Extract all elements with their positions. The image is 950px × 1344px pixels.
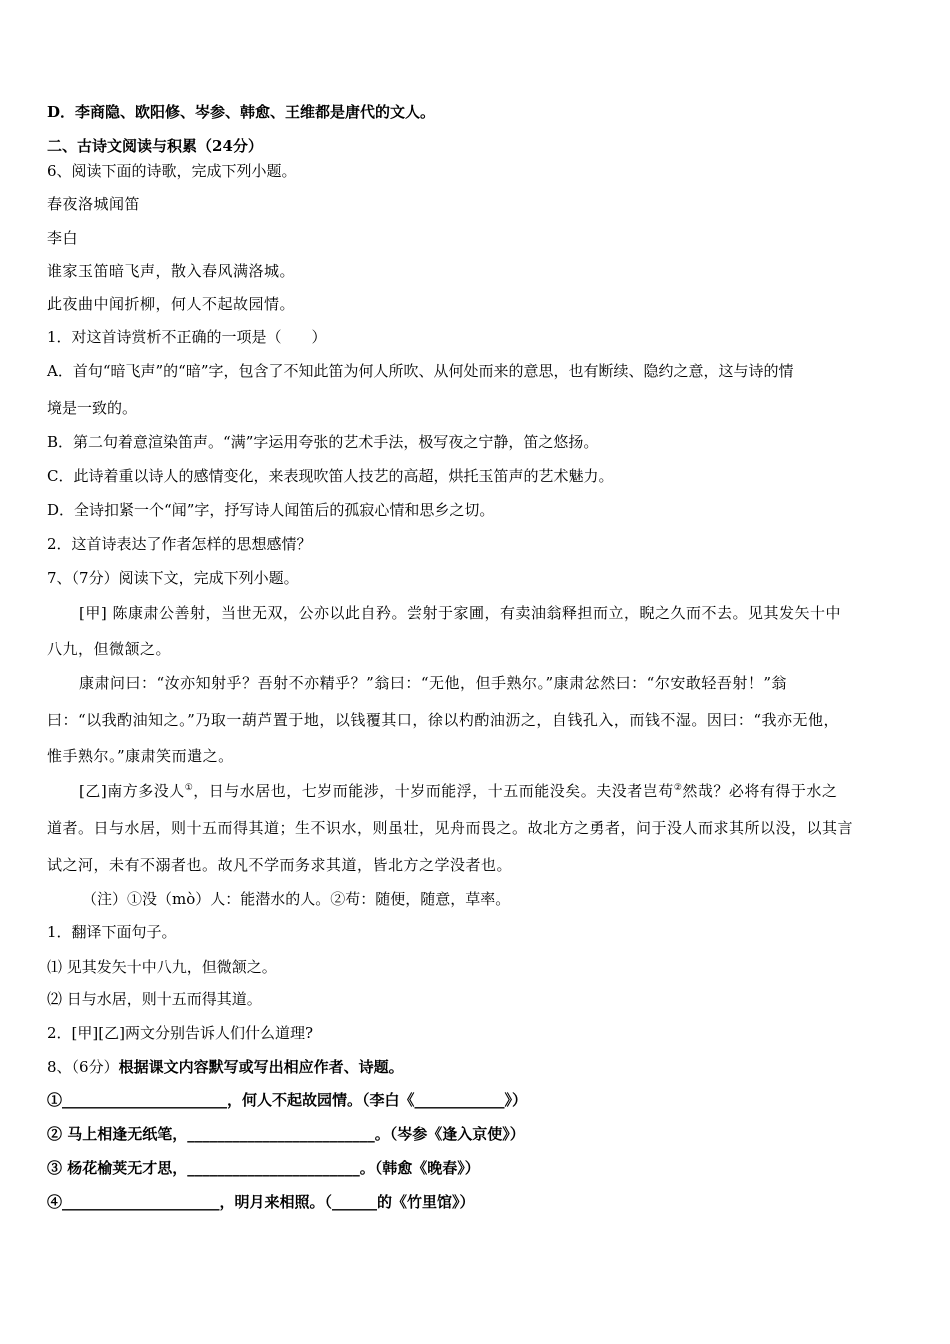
option-d-previous-question: D．李商隐、欧阳修、岑参、韩愈、王维都是唐代的文人。 bbox=[47, 103, 436, 121]
option-b: B．第二句着意渲染笛声。“满”字运用夸张的艺术手法，极写夜之宁静，笛之悠扬。 bbox=[47, 433, 599, 451]
footnote-marker-2: ② bbox=[673, 783, 683, 793]
passage-yi-line-2: 道者。日与水居，则十五而得其道；生不识水，则虽壮，见舟而畏之。故北方之勇者，问于没人而求其所以没，以其言 bbox=[47, 819, 854, 837]
passage-yi-text-1: [乙]南方多没人 bbox=[79, 782, 185, 800]
option-d: D．全诗扣紧一个“闻”字，抒写诗人闻笛后的孤寂心情和思乡之切。 bbox=[47, 501, 495, 519]
question-8-number: 8、（6分） bbox=[47, 1058, 119, 1076]
passage-yi-paragraph-1 bbox=[79, 782, 837, 800]
footnote-marker-1: ① bbox=[184, 783, 194, 793]
fill-blank-3: ③ 杨花榆荚无才思，_______________________。（韩愈《晚春》） bbox=[47, 1159, 480, 1177]
fill-blank-2: ② 马上相逢无纸笔，_________________________。（岑参《逢入京使》） bbox=[47, 1125, 525, 1143]
section-heading-ancient-poetry: 二、古诗文阅读与积累（24分） bbox=[47, 137, 263, 155]
subquestion-2: 2．这首诗表达了作者怎样的思想感情？ bbox=[47, 535, 312, 553]
option-c: C．此诗着重以诗人的感情变化，来表现吹笛人技艺的高超，烘托玉笛声的艺术魅力。 bbox=[47, 467, 614, 485]
passage-yi-line-3: 试之河，未有不溺者也。故凡不学而务求其道，皆北方之学没者也。 bbox=[47, 856, 513, 874]
poem-line-2: 此夜曲中闻折柳，何人不起故园情。 bbox=[47, 295, 296, 313]
question-6-stem: 6、阅读下面的诗歌，完成下列小题。 bbox=[47, 162, 297, 180]
passage-jia-paragraph-1-continued: 八九，但微颔之。 bbox=[47, 640, 172, 658]
poem-title: 春夜洛城闻笛 bbox=[47, 195, 141, 213]
passage-jia-paragraph-2-line-3: 惟手熟尔。”康肃笑而遣之。 bbox=[47, 747, 234, 765]
question-7-stem: 7、（7分）阅读下文，完成下列小题。 bbox=[47, 569, 299, 587]
question-8-instruction: 根据课文内容默写或写出相应作者、诗题。 bbox=[118, 1058, 404, 1076]
subquestion-1: 1．对这首诗赏析不正确的一项是（ ） bbox=[47, 328, 327, 346]
poem-author: 李白 bbox=[47, 229, 79, 247]
poem-line-1: 谁家玉笛暗飞声，散入春风满洛城。 bbox=[47, 262, 296, 280]
option-a: A．首句“暗飞声”的“暗”字，包含了不知此笛为何人所吹、从何处而来的意思，也有断续、隐约之意，这与诗的情 bbox=[47, 362, 794, 380]
passage-jia-paragraph-2: 康肃问曰：“汝亦知射乎？吾射不亦精乎？”翁曰：“无他，但手熟尔。”康肃忿然曰：“尔安敢轻吾射！”翁 bbox=[79, 674, 788, 692]
question-7-sub-2: 2．[甲][乙]两文分别告诉人们什么道理? bbox=[47, 1024, 313, 1042]
passage-yi-text-2: ，日与水居也，七岁而能涉，十岁而能浮，十五而能没矣。夫没者岂苟 bbox=[193, 782, 674, 800]
translate-sentence-1: ⑴ 见其发矢十中八九，但微颔之。 bbox=[47, 958, 277, 976]
passage-yi-text-3: 然哉？必将有得于水之 bbox=[682, 782, 838, 800]
annotation-note: （注）①没（mò）人：能潜水的人。②苟：随便，随意，草率。 bbox=[82, 890, 511, 908]
option-a-continued: 境是一致的。 bbox=[47, 399, 138, 417]
question-8-stem bbox=[47, 1058, 404, 1076]
fill-blank-4: ④_____________________，明月来相照。（______的《竹里馆》） bbox=[47, 1193, 475, 1211]
fill-blank-1: ①______________________，何人不起故园情。（李白《____________》） bbox=[47, 1091, 528, 1109]
passage-jia-paragraph-1: [甲] 陈康肃公善射，当世无双，公亦以此自矜。尝射于家圃，有卖油翁释担而立，睨之久而不去。见其发矢十中 bbox=[79, 604, 841, 622]
passage-jia-paragraph-2-line-2: 曰：“以我酌油知之。”乃取一葫芦置于地，以钱覆其口，徐以杓酌油沥之，自钱孔入，而钱不湿。因曰：“我亦无他， bbox=[47, 711, 840, 729]
translate-sentence-2: ⑵ 日与水居，则十五而得其道。 bbox=[47, 990, 262, 1008]
question-7-sub-1: 1．翻译下面句子。 bbox=[47, 923, 177, 941]
